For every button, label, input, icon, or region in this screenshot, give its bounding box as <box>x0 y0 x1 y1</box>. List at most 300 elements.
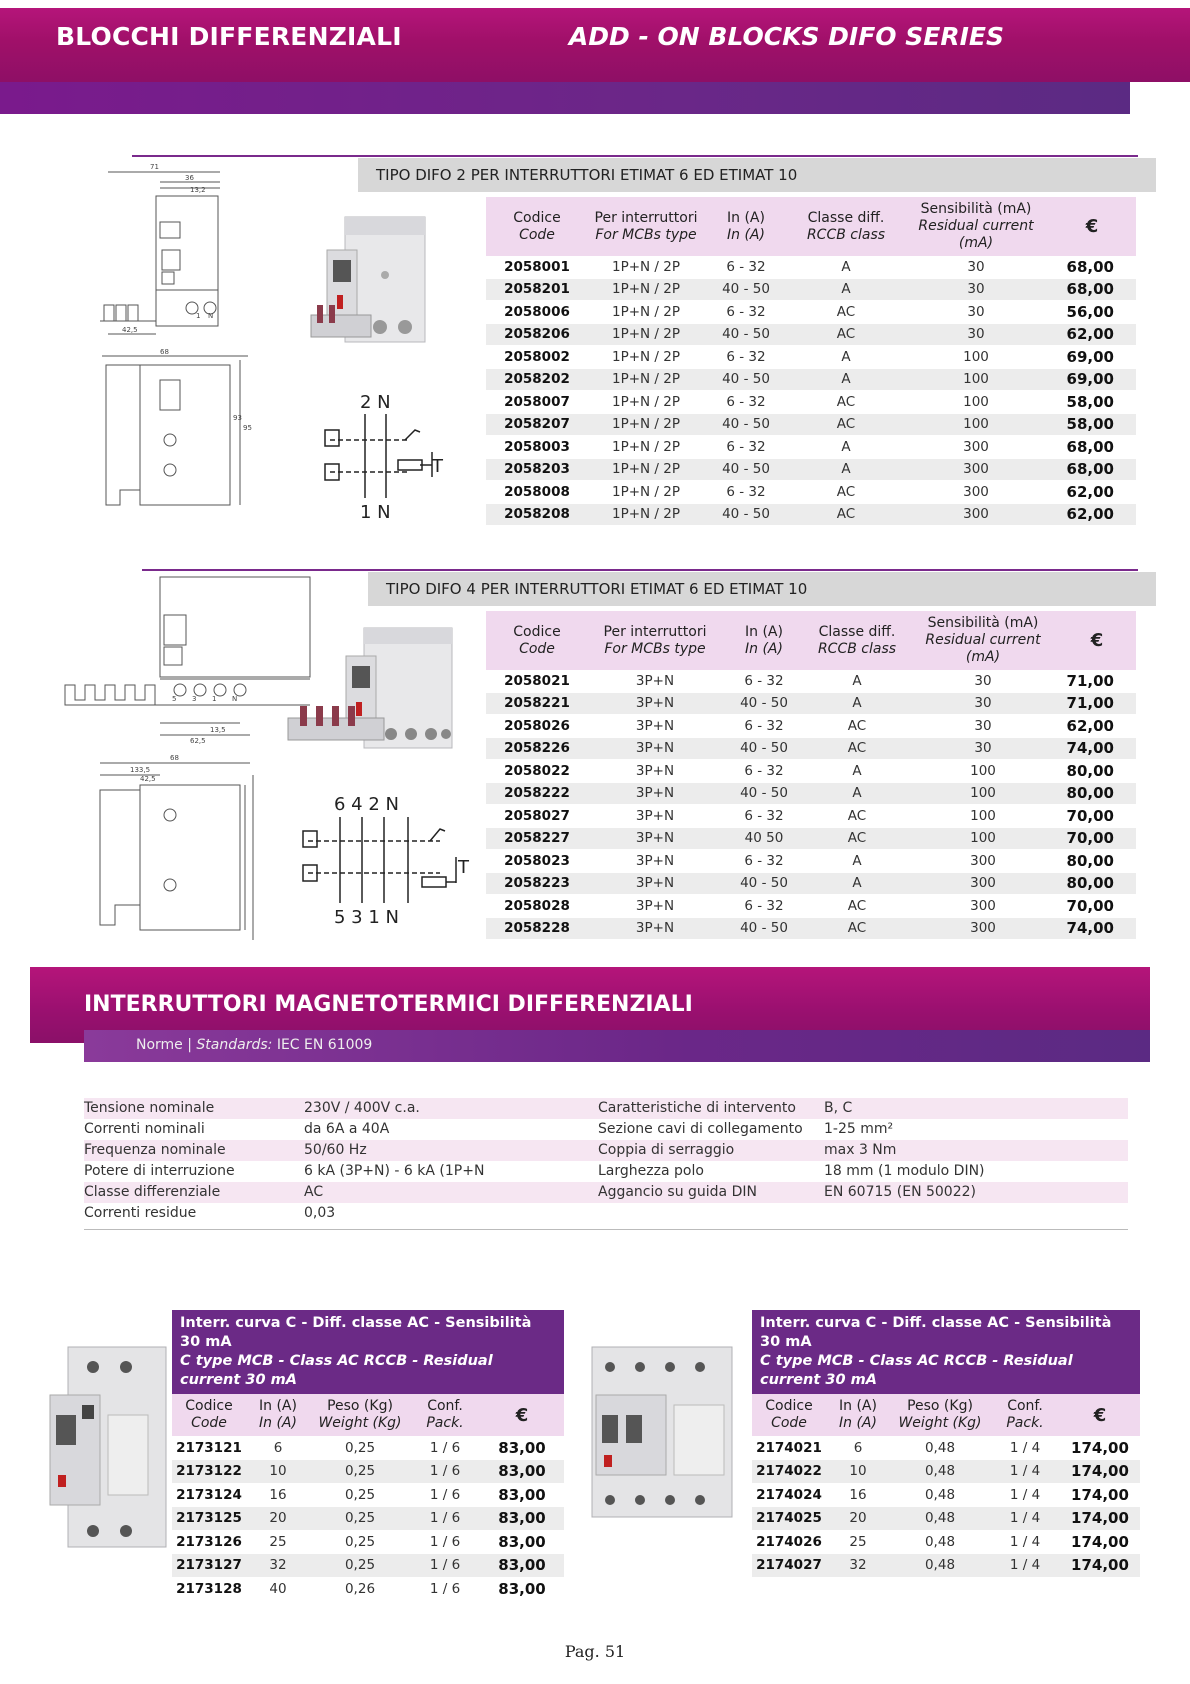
table-cell: 40 50 <box>722 827 806 850</box>
table-cell: 100 <box>908 782 1058 805</box>
table-cell: 1P+N / 2P <box>588 458 704 481</box>
table-cell: 1 / 4 <box>990 1507 1060 1531</box>
table-cell: 300 <box>904 481 1048 504</box>
table-cell: 1P+N / 2P <box>588 323 704 346</box>
table-cell: 1 / 4 <box>1009 1439 1041 1456</box>
table-row <box>486 917 1136 940</box>
table-cell: 40 - 50 <box>704 458 788 481</box>
table-row <box>486 323 1136 346</box>
mcb2-product-image <box>590 1345 735 1520</box>
difo4-table-header <box>486 611 1136 670</box>
table-row <box>486 278 1136 301</box>
table-cell: 1P+N / 2P <box>588 436 704 459</box>
col-rccb-class: Classe diff. RCCB class <box>788 197 904 256</box>
table-cell: 0,48 <box>924 1486 956 1503</box>
table-cell: 30 <box>908 670 1058 692</box>
spec-row <box>84 1098 598 1119</box>
table-row <box>752 1460 1140 1484</box>
table-cell: 1 / 6 <box>429 1533 461 1550</box>
table-cell: 2173125 <box>172 1507 246 1531</box>
table-cell: 30 <box>908 737 1058 760</box>
table-cell: 6 - 32 <box>704 256 788 278</box>
header-left-title: BLOCCHI DIFFERENZIALI <box>56 22 402 51</box>
difo4-dimension-drawing <box>60 575 260 945</box>
table-cell: 3P+N <box>588 715 722 738</box>
table-cell: 6 - 32 <box>704 436 788 459</box>
difo4-wiring-diagram <box>300 793 480 928</box>
table-cell: 83,00 <box>498 1532 546 1551</box>
table-row <box>172 1460 564 1484</box>
table-cell: 100 <box>904 391 1048 414</box>
spec-label: Aggancio su guida DIN <box>598 1184 757 1200</box>
table-cell: 2174025 <box>752 1507 826 1531</box>
table-cell: AC <box>788 301 904 324</box>
spec-label: Potere di interruzione <box>84 1163 235 1179</box>
spec-label: Correnti nominali <box>84 1121 205 1137</box>
table-row <box>752 1436 1140 1460</box>
spec-row <box>598 1161 1128 1182</box>
spec-row <box>84 1182 598 1203</box>
col-weight: Peso (Kg) Weight (Kg) <box>310 1394 410 1436</box>
col-in: In (A) In (A) <box>704 197 788 256</box>
table-cell: 6 <box>273 1439 283 1456</box>
table-cell: A <box>806 850 908 873</box>
table-cell: A <box>788 256 904 278</box>
table-cell: A <box>788 346 904 369</box>
table-row <box>486 413 1136 436</box>
difo4-top-rule <box>142 569 1138 571</box>
table-row <box>486 368 1136 391</box>
table-cell: 100 <box>908 805 1058 828</box>
svg-text:13,2: 13,2 <box>190 186 206 194</box>
table-row <box>486 346 1136 369</box>
table-cell: 25 <box>269 1533 287 1550</box>
table-cell: 174,00 <box>1060 1554 1140 1578</box>
spec-value: da 6A a 40A <box>304 1121 390 1137</box>
table-cell: 174,00 <box>1071 1485 1129 1504</box>
table-cell: 40 - 50 <box>722 917 806 940</box>
table-cell: 6 - 32 <box>704 481 788 504</box>
svg-text:71: 71 <box>150 163 159 171</box>
table-cell: 83,00 <box>480 1507 564 1531</box>
table-cell: 1P+N / 2P <box>588 391 704 414</box>
table-cell: 2173124 <box>176 1486 242 1503</box>
col-residual: Sensibilità (mA) Residual current (mA) <box>908 611 1058 670</box>
table-cell: 0,48 <box>924 1533 956 1550</box>
difo4-diagram-top-label: 6 4 2 N <box>334 794 399 815</box>
table-row <box>486 805 1136 828</box>
spec-value: EN 60715 (EN 50022) <box>824 1184 976 1200</box>
col-code: Codice Code <box>172 1394 246 1436</box>
table-cell: 1P+N / 2P <box>588 413 704 436</box>
table-row <box>752 1507 1140 1531</box>
table-cell: 6 - 32 <box>704 346 788 369</box>
svg-text:133,5: 133,5 <box>130 766 151 774</box>
table-cell: AC <box>788 413 904 436</box>
table-cell: 0,26 <box>344 1580 376 1597</box>
svg-text:N: N <box>232 695 238 703</box>
specs-right <box>598 1098 1128 1203</box>
table-cell: 1 / 6 <box>410 1554 480 1578</box>
table-cell: 2058222 <box>486 782 588 805</box>
table-cell: 1P+N / 2P <box>588 346 704 369</box>
col-in: In (A) In (A) <box>246 1394 310 1436</box>
table-cell: 3P+N <box>588 760 722 783</box>
svg-text:1: 1 <box>196 312 201 320</box>
table-cell: 80,00 <box>1058 872 1136 895</box>
table-cell: 2174022 <box>752 1460 826 1484</box>
mcb1-table-header <box>172 1394 564 1436</box>
difo2-table <box>486 197 1136 526</box>
table-cell: AC <box>788 503 904 526</box>
mcb1-table <box>172 1394 564 1601</box>
spec-row <box>598 1098 1128 1119</box>
table-cell: 100 <box>908 827 1058 850</box>
table-cell: 1 / 6 <box>410 1507 480 1531</box>
table-cell: AC <box>806 895 908 918</box>
table-cell: A <box>788 458 904 481</box>
table-cell: 3P+N <box>588 917 722 940</box>
table-cell: AC <box>788 481 904 504</box>
difo2-dimension-drawing <box>100 160 250 520</box>
spec-row <box>84 1203 598 1224</box>
table-cell: AC <box>806 715 908 738</box>
table-cell: 1 / 4 <box>1009 1486 1041 1503</box>
table-cell: 2058023 <box>486 850 588 873</box>
table-cell: 3P+N <box>588 872 722 895</box>
table-row <box>752 1530 1140 1554</box>
spec-label: Larghezza polo <box>598 1163 704 1179</box>
table-cell: 2058227 <box>486 827 588 850</box>
table-row <box>486 301 1136 324</box>
svg-text:3: 3 <box>192 695 197 703</box>
table-cell: 1P+N / 2P <box>588 278 704 301</box>
table-cell: 70,00 <box>1058 827 1136 850</box>
table-cell: AC <box>806 827 908 850</box>
table-cell: 25 <box>849 1533 867 1550</box>
section2-title: INTERRUTTORI MAGNETOTERMICI DIFFERENZIALI <box>84 992 693 1017</box>
table-cell: 2058226 <box>486 737 588 760</box>
table-cell: 2058002 <box>486 346 588 369</box>
section2-standards: Norme | Standards: IEC EN 61009 <box>136 1037 373 1053</box>
table-cell: 83,00 <box>480 1554 564 1578</box>
table-cell: 30 <box>908 692 1058 715</box>
difo2-product-image <box>305 215 435 355</box>
table-cell: 6 - 32 <box>722 805 806 828</box>
table-cell: 1 / 4 <box>990 1460 1060 1484</box>
table-row <box>486 737 1136 760</box>
table-cell: 300 <box>908 917 1058 940</box>
difo2-diagram-top-label: 2 N <box>360 392 391 413</box>
svg-text:62,5: 62,5 <box>190 737 206 745</box>
table-cell: 100 <box>904 346 1048 369</box>
svg-text:93: 93 <box>233 414 242 422</box>
table-cell: 62,00 <box>1048 503 1136 526</box>
svg-text:5: 5 <box>172 695 177 703</box>
svg-text:42,5: 42,5 <box>122 326 138 334</box>
table-cell: 40 - 50 <box>722 872 806 895</box>
table-cell: A <box>806 670 908 692</box>
col-price-euro: € <box>480 1394 564 1436</box>
table-cell: 40 - 50 <box>704 278 788 301</box>
table-cell: A <box>806 782 908 805</box>
table-cell: 0,25 <box>344 1439 376 1456</box>
table-cell: 2173127 <box>172 1554 246 1578</box>
table-cell: 80,00 <box>1058 782 1136 805</box>
table-cell: 3P+N <box>588 850 722 873</box>
table-cell: 6 - 32 <box>722 895 806 918</box>
table-cell: 100 <box>904 413 1048 436</box>
difo2-diagram-test-label: T <box>432 456 443 477</box>
table-cell: 40 <box>269 1580 287 1597</box>
table-row <box>172 1507 564 1531</box>
table-row <box>172 1577 564 1601</box>
table-cell: 68,00 <box>1048 278 1136 301</box>
spec-label: Frequenza nominale <box>84 1142 226 1158</box>
svg-text:1: 1 <box>212 695 217 703</box>
table-cell: 3P+N <box>588 737 722 760</box>
table-cell: 2058201 <box>486 278 588 301</box>
table-cell: 300 <box>908 850 1058 873</box>
spec-value: 50/60 Hz <box>304 1142 367 1158</box>
table-cell: 2058208 <box>486 503 588 526</box>
spec-row <box>598 1182 1128 1203</box>
table-cell: A <box>788 436 904 459</box>
table-cell: 0,25 <box>344 1533 376 1550</box>
table-cell: 56,00 <box>1048 301 1136 324</box>
table-cell: 40 - 50 <box>704 323 788 346</box>
col-pack: Conf. Pack. <box>990 1394 1060 1436</box>
table-row <box>486 670 1136 692</box>
table-cell: 2058206 <box>486 323 588 346</box>
difo4-table <box>486 611 1136 940</box>
table-cell: 3P+N <box>588 692 722 715</box>
mcb1-block <box>172 1310 564 1601</box>
table-cell: 40 - 50 <box>704 413 788 436</box>
table-cell: A <box>788 368 904 391</box>
table-cell: 83,00 <box>480 1460 564 1484</box>
table-cell: AC <box>788 391 904 414</box>
table-row <box>486 850 1136 873</box>
table-cell: AC <box>788 323 904 346</box>
table-cell: 6 - 32 <box>704 391 788 414</box>
col-rccb-class: Classe diff. RCCB class <box>806 611 908 670</box>
table-cell: 20 <box>246 1507 310 1531</box>
table-row <box>486 692 1136 715</box>
spec-value: max 3 Nm <box>824 1142 897 1158</box>
table-cell: 16 <box>269 1486 287 1503</box>
spec-value: 230V / 400V c.a. <box>304 1100 420 1116</box>
table-cell: 0,25 <box>310 1554 410 1578</box>
table-cell: 1 / 6 <box>410 1460 480 1484</box>
table-cell: 3P+N <box>588 805 722 828</box>
table-cell: 3P+N <box>588 670 722 692</box>
col-in: In (A) In (A) <box>722 611 806 670</box>
table-cell: 74,00 <box>1058 737 1136 760</box>
table-cell: 2173122 <box>172 1460 246 1484</box>
table-cell: 10 <box>246 1460 310 1484</box>
table-cell: 69,00 <box>1048 346 1136 369</box>
svg-text:36: 36 <box>185 174 194 182</box>
table-cell: 40 - 50 <box>704 368 788 391</box>
table-cell: 2058027 <box>486 805 588 828</box>
svg-text:13,5: 13,5 <box>210 726 226 734</box>
table-row <box>172 1436 564 1460</box>
header-sub-band <box>0 82 1130 114</box>
mcb2-block <box>752 1310 1140 1577</box>
table-cell: 6 - 32 <box>722 850 806 873</box>
table-cell: 83,00 <box>498 1485 546 1504</box>
table-cell: 2058203 <box>486 458 588 481</box>
table-cell: 2173126 <box>176 1533 242 1550</box>
table-row <box>752 1554 1140 1578</box>
table-cell: 2058021 <box>486 670 588 692</box>
table-row <box>486 436 1136 459</box>
table-cell: 2058022 <box>486 760 588 783</box>
table-row <box>752 1483 1140 1507</box>
col-price-euro: € <box>1058 611 1136 670</box>
table-row <box>486 256 1136 278</box>
table-cell: 70,00 <box>1058 895 1136 918</box>
header-right-title: ADD - ON BLOCKS DIFO SERIES <box>568 22 1004 51</box>
spec-value: 0,03 <box>304 1205 336 1221</box>
table-cell: AC <box>806 917 908 940</box>
table-cell: 2058003 <box>486 436 588 459</box>
table-cell: 2058228 <box>486 917 588 940</box>
table-row <box>486 895 1136 918</box>
table-cell: 300 <box>904 503 1048 526</box>
spec-label: Sezione cavi di collegamento <box>598 1121 803 1137</box>
table-cell: 6 <box>853 1439 863 1456</box>
table-cell: 2058223 <box>486 872 588 895</box>
table-cell: 16 <box>849 1486 867 1503</box>
svg-text:95: 95 <box>243 424 252 432</box>
table-cell: 300 <box>908 872 1058 895</box>
table-cell: 0,25 <box>310 1460 410 1484</box>
spec-value: 6 kA (3P+N) - 6 kA (1P+N <box>304 1163 485 1179</box>
table-cell: 70,00 <box>1058 805 1136 828</box>
table-cell: 30 <box>908 715 1058 738</box>
table-cell: 2174021 <box>756 1439 822 1456</box>
table-cell: 174,00 <box>1060 1460 1140 1484</box>
table-cell: 30 <box>904 256 1048 278</box>
mcb1-header: Interr. curva C - Diff. classe AC - Sensibilità 30 mA C type MCB - Class AC RCCB - Residual current 30 mA <box>172 1310 564 1394</box>
table-row <box>486 782 1136 805</box>
spec-row <box>598 1140 1128 1161</box>
difo2-table-header <box>486 197 1136 256</box>
table-cell: 80,00 <box>1058 850 1136 873</box>
difo4-diagram-test-label: T <box>458 857 469 878</box>
table-cell: 68,00 <box>1048 458 1136 481</box>
svg-text:N: N <box>208 312 214 320</box>
table-row <box>486 872 1136 895</box>
table-row <box>486 458 1136 481</box>
table-cell: 40 - 50 <box>722 737 806 760</box>
svg-text:68: 68 <box>160 348 169 356</box>
table-cell: 62,00 <box>1058 715 1136 738</box>
table-cell: 300 <box>904 458 1048 481</box>
table-cell: 62,00 <box>1048 323 1136 346</box>
table-cell: 2173128 <box>176 1580 242 1597</box>
table-cell: 0,25 <box>344 1486 376 1503</box>
spec-label: Coppia di serraggio <box>598 1142 735 1158</box>
table-cell: 0,48 <box>890 1460 990 1484</box>
table-cell: 68,00 <box>1048 436 1136 459</box>
table-cell: 68,00 <box>1048 256 1136 278</box>
table-row <box>172 1483 564 1507</box>
table-cell: 40 - 50 <box>722 782 806 805</box>
col-price-euro: € <box>1048 197 1136 256</box>
table-cell: 1P+N / 2P <box>588 256 704 278</box>
table-cell: 2058202 <box>486 368 588 391</box>
spec-value: 18 mm (1 modulo DIN) <box>824 1163 985 1179</box>
spec-label: Tensione nominale <box>84 1100 215 1116</box>
spec-row <box>598 1119 1128 1140</box>
table-cell: 2173121 <box>176 1439 242 1456</box>
table-cell: 2174027 <box>752 1554 826 1578</box>
table-cell: 1P+N / 2P <box>588 301 704 324</box>
difo2-diagram-bottom-label: 1 N <box>360 502 391 523</box>
difo2-wiring-diagram <box>320 392 450 522</box>
table-cell: 1 / 6 <box>429 1580 461 1597</box>
spec-value: 1-25 mm² <box>824 1121 894 1137</box>
table-cell: 0,25 <box>310 1507 410 1531</box>
table-row <box>486 827 1136 850</box>
col-mcb-type: Per interruttori For MCBs type <box>588 197 704 256</box>
table-cell: 1P+N / 2P <box>588 503 704 526</box>
table-cell: 83,00 <box>498 1579 546 1598</box>
table-cell: 30 <box>904 301 1048 324</box>
table-cell: 174,00 <box>1071 1532 1129 1551</box>
table-cell: 2174024 <box>756 1486 822 1503</box>
difo2-title: TIPO DIFO 2 PER INTERRUTTORI ETIMAT 6 ED ETIMAT 10 <box>358 158 1156 192</box>
table-cell: 1P+N / 2P <box>588 368 704 391</box>
table-cell: 6 - 32 <box>722 670 806 692</box>
table-cell: 6 - 32 <box>722 715 806 738</box>
col-pack: Conf. Pack. <box>410 1394 480 1436</box>
table-cell: 2058026 <box>486 715 588 738</box>
table-cell: AC <box>806 737 908 760</box>
table-cell: 300 <box>908 895 1058 918</box>
table-cell: 58,00 <box>1048 413 1136 436</box>
table-cell: 30 <box>904 278 1048 301</box>
spec-value: AC <box>304 1184 324 1200</box>
mcb1-product-image <box>48 1345 168 1555</box>
table-cell: 6 - 32 <box>722 760 806 783</box>
col-code: Codice Code <box>486 197 588 256</box>
col-weight: Peso (Kg) Weight (Kg) <box>890 1394 990 1436</box>
table-cell: 2058006 <box>486 301 588 324</box>
difo2-top-rule <box>132 155 1138 157</box>
col-mcb-type: Per interruttori For MCBs type <box>588 611 722 670</box>
table-cell: 3P+N <box>588 895 722 918</box>
table-cell: 2058001 <box>486 256 588 278</box>
spec-row <box>84 1119 598 1140</box>
table-cell: 100 <box>904 368 1048 391</box>
table-cell: 1P+N / 2P <box>588 481 704 504</box>
table-cell: A <box>806 692 908 715</box>
svg-text:68: 68 <box>170 754 179 762</box>
col-in: In (A) In (A) <box>826 1394 890 1436</box>
table-cell: AC <box>806 805 908 828</box>
table-cell: 174,00 <box>1071 1438 1129 1457</box>
col-price-euro: € <box>1060 1394 1140 1436</box>
table-cell: 32 <box>246 1554 310 1578</box>
spec-row <box>84 1161 598 1182</box>
table-cell: 0,48 <box>924 1439 956 1456</box>
spec-value: B, C <box>824 1100 853 1116</box>
table-cell: 80,00 <box>1058 760 1136 783</box>
